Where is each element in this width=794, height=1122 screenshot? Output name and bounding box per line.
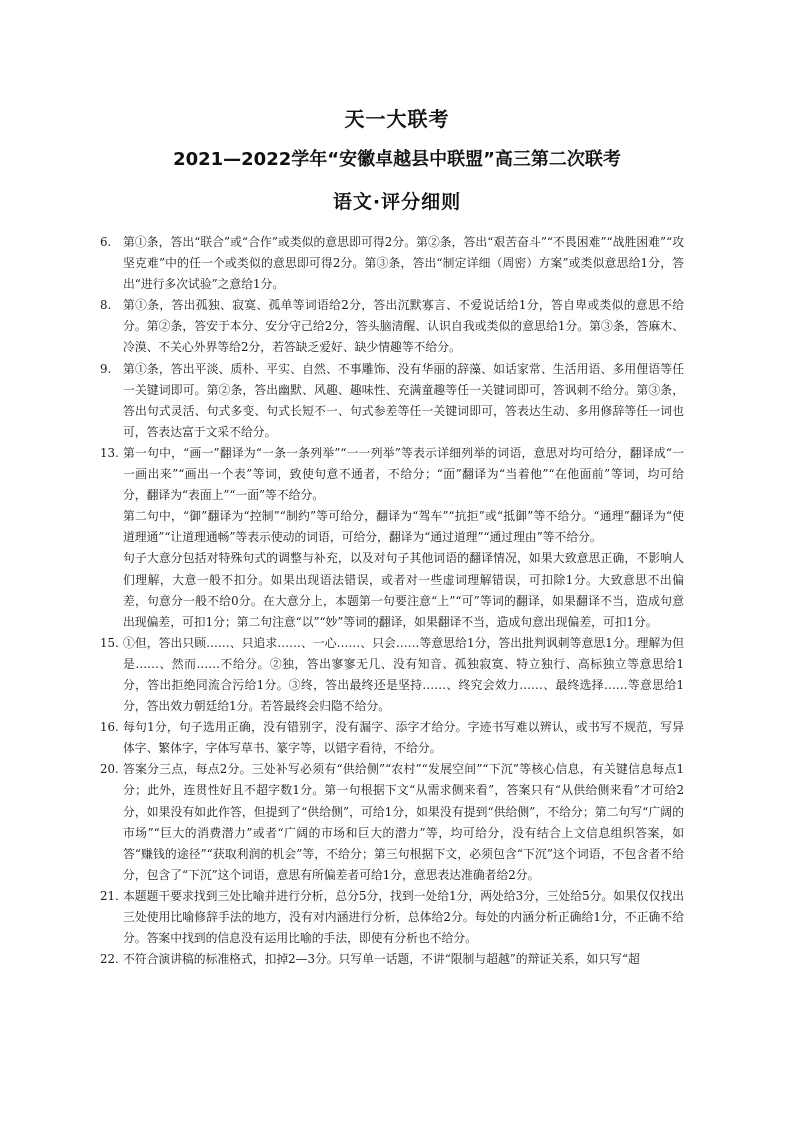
rule-paragraph: 第①条，答出“联合”或“合作”或类似的意思即可得2分。第②条，答出“艰苦奋斗”“不畏困难”“战胜困难”“攻坚克难”中的任一个或类似的意思即可得2分。第③条，答出“制定详细（周密）方案”或类似意思给1分，答出“进行多次试验”之意给1分。	[123, 235, 684, 292]
question-number: 6.	[100, 235, 112, 249]
rule-paragraph: 不符合演讲稿的标准格式，扣掉2—3分。只写单一话题，不讲“限制与超越”的辩证关系，如只写“超	[123, 952, 640, 967]
rule-item	[100, 949, 684, 970]
rule-item	[100, 359, 684, 443]
rule-item	[100, 633, 684, 717]
rule-item	[100, 295, 684, 358]
rule-paragraph: 第一句中，“画一”翻译为“一条一条列举”“一一列举”等表示详细列举的词语，意思对均可给分，翻译成“一一画出来”“画出一个表”等词，致使句意不通者，不给分；“面”翻译为“当着他”“在他面前”等词，均可给分，翻译为“表面上”“一面”等不给分。	[123, 445, 684, 503]
rule-item	[100, 717, 684, 759]
question-number: 21.	[100, 888, 119, 903]
rule-item	[100, 232, 684, 295]
rule-paragraph: 答案分三点，每点2分。三处补写必须有“供给侧”“农村”“发展空间”“下沉”等核心信息，有关键信息每点1分；此外，连贯性好且不超字数1分。第一句根据下文“从需求侧来看”，答案只有“从供给侧来看”才可给2分，如果没有如此作答，但提到了“供给侧”，可给1分，如果没有提到“供给侧”，不给分；第二句写“广阔的市场”“巨大的消费潜力”或者“广阔的市场和巨大的潜力”等，均可给分，没有结合上文信息组织答案，如答“赚钱的途径”“获取利润的机会”等，不给分；第三句根据下文，必须包含“下沉”这个词语，不包含者不给分，包含了“下沉”这个词语，意思有所偏差者可给1分，意思表达准确者给2分。	[123, 762, 684, 882]
question-number: 16.	[100, 720, 119, 735]
rule-paragraph: 第①条，答出孤独、寂寞、孤单等词语给2分，答出沉默寡言、不爱说话给1分，答自卑或类似的意思不给分。第②条，答安于本分、安分守己给2分，答头脑清醒、认识自我或类似的意思给1分。第③条，答麻木、冷漠、不关心外界等给2分，若答缺乏爱好、缺少情趣等不给分。	[123, 298, 684, 355]
question-number: 9.	[100, 361, 112, 376]
scoring-rules	[100, 232, 684, 970]
rule-item	[100, 443, 684, 633]
rule-item	[100, 759, 684, 886]
rule-paragraph: ①但，答出只顾……、只追求……、一心……、只会……等意思给1分，答出批判讽刺等意思1分。理解为但是……、然而……不给分。②独，答出寥寥无几、没有知音、孤独寂寞、特立独行、高标独立等意思给1分，答出拒绝同流合污给1分。③终，答出最终还是坚持……、终究会效力……、最终选择……等意思给1分，答出效力朝廷给1分。若答最终会归隐不给分。	[123, 635, 684, 714]
rule-paragraph: 第二句中，“御”翻译为“控制”“制约”等可给分，翻译为“驾车”“抗拒”或“抵御”等不给分。“通理”翻译为“使道理通”“让道理通畅”等表示使动的词语，可给分，翻译为“通过道理”“通过理由”等不给分。	[123, 509, 684, 545]
rule-paragraph: 本题题干要求找到三处比喻并进行分析，总分5分，找到一处给1分，两处给3分，三处给5分。如果仅仅找出三处使用比喻修辞手法的地方，没有对内涵进行分析，总体给2分。每处的内涵分析正确给1分，不正确不给分。答案中找到的信息没有运用比喻的手法，即使有分析也不给分。	[123, 888, 684, 946]
question-number: 22.	[100, 952, 119, 967]
question-number: 20.	[100, 762, 119, 777]
org-title: 天一大联考	[344, 107, 450, 131]
rule-paragraph: 每句1分，句子选用正确，没有错别字，没有漏字、添字才给分。字迹书写难以辨认，或书写不规范，写异体字、繁体字，字体写草书、篆字等，以错字看待，不给分。	[123, 720, 684, 756]
rule-paragraph: 句子大意分包括对特殊句式的调整与补充，以及对句子其他词语的翻译情况，如果大致意思正确，不影响人们理解，大意一般不扣分。如果出现语法错误，或者对一些虚词理解错误，可扣除1分。大致意思不出偏差，句意分一般不给0分。在大意分上，本题第一句要注意“上”“可”等词的翻译，如果翻译不当，造成句意出现偏差，可扣1分；第二句注意“以”“妙”等词的翻译，如果翻译不当，造成句意出现偏差，可扣1分。	[123, 551, 684, 629]
exam-title: 2021—2022学年“安徽卓越县中联盟”高三第二次联考	[173, 149, 621, 170]
question-number: 15.	[100, 635, 119, 650]
rule-paragraph: 第①条，答出平淡、质朴、平实、自然、不事雕饰、没有华丽的辞藻、如话家常、生活用语、多用俚语等任一关键词即可。第②条，答出幽默、风趣、趣味性、充满童趣等任一关键词即可，答讽刺不给分。第③条，答出句式灵活、句式多变、句式长短不一、句式参差等任一关键词即可，答表达生动、多用修辞等任一词也可，答表达富于文采不给分。	[123, 361, 684, 439]
question-number: 13.	[100, 445, 119, 460]
subject-title: 语文·评分细则	[332, 191, 462, 213]
rule-item	[100, 886, 684, 949]
question-number: 8.	[100, 298, 112, 313]
